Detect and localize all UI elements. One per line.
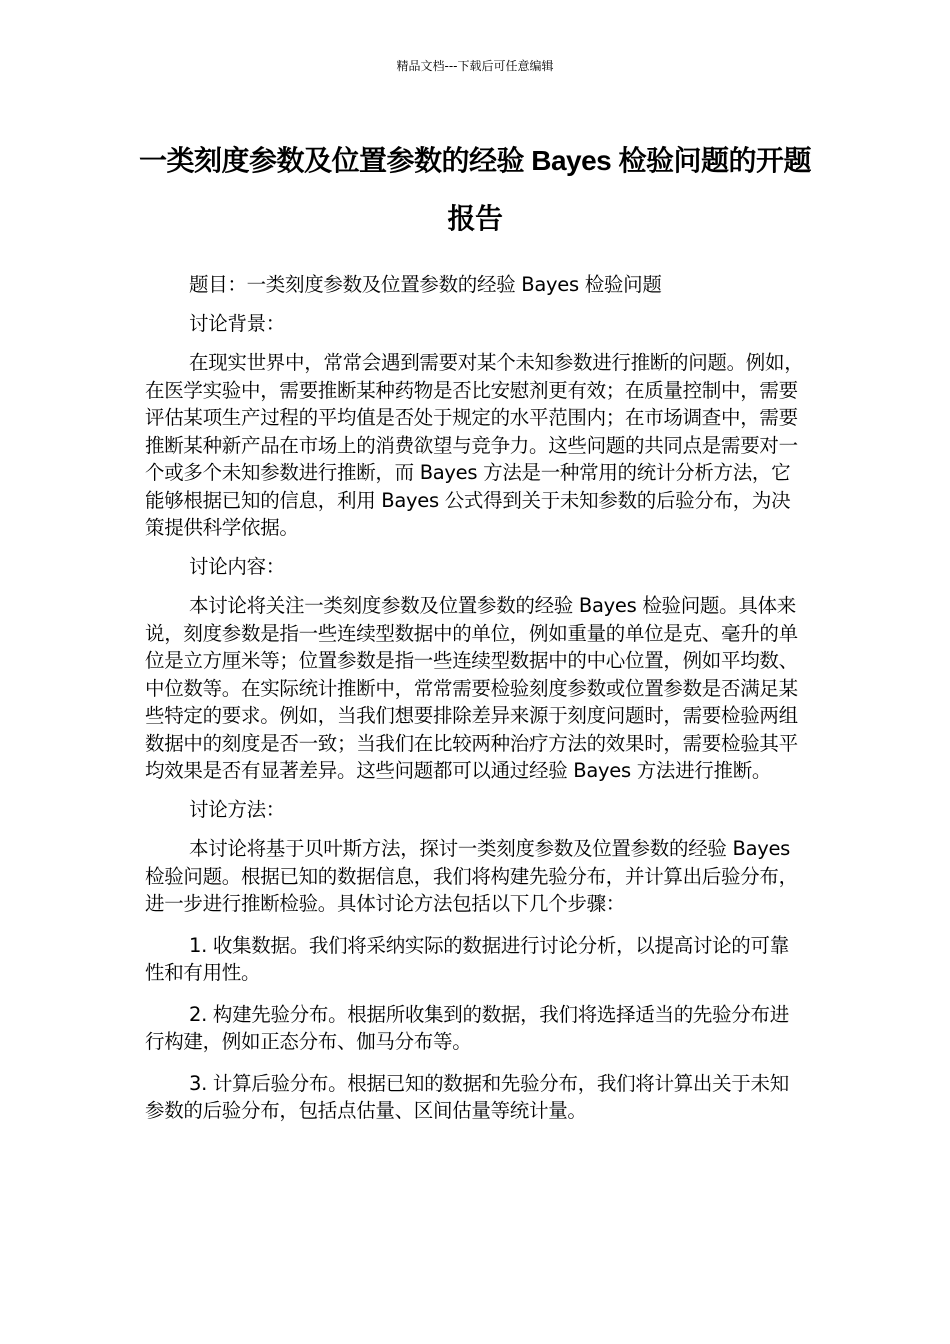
document-title: 一类刻度参数及位置参数的经验 Bayes 检验问题的开题报告	[138, 145, 812, 234]
method-paragraph: 本讨论将基于贝叶斯方法，探讨一类刻度参数及位置参数的经验 Bayes 检验问题。根据已知的数据信息，我们将构建先验分布，并计算出后验分布，进一步进行推断检验。具体讨论方法包括以下几个步骤：	[145, 837, 798, 915]
subject-line: 题目：一类刻度参数及位置参数的经验 Bayes 检验问题	[189, 273, 662, 296]
step-item: 2. 构建先验分布。根据所收集到的数据，我们将选择适当的先验分布进行构建，例如正态分布、伽马分布等。	[145, 1002, 789, 1053]
method-heading: 讨论方法：	[189, 797, 286, 821]
content-paragraph: 本讨论将关注一类刻度参数及位置参数的经验 Bayes 检验问题。具体来说，刻度参数是指一些连续型数据中的单位，例如重量的单位是克、毫升的单位是立方厘米等；位置参数是指一些连续型数据中的中心位置，例如平均数、中位数等。在实际统计推断中，常常需要检验刻度参数或位置参数是否满足某些特定的要求。例如，当我们想要排除差异来源于刻度问题时，需要检验两组数据中的刻度是否一致；当我们在比较两种治疗方法的效果时，需要检验其平均效果是否有显著差异。这些问题都可以通过经验 Bayes 方法进行推断。	[145, 594, 798, 782]
background-heading: 讨论背景：	[189, 311, 286, 335]
document-body	[145, 271, 805, 1139]
background-paragraph: 在现实世界中，常常会遇到需要对某个未知参数进行推断的问题。例如，在医学实验中，需要推断某种药物是否比安慰剂更有效；在质量控制中，需要评估某项生产过程的平均值是否处于规定的水平范围内；在市场调查中，需要推断某种新产品在市场上的消费欲望与竞争力。这些问题的共同点是需要对一个或多个未知参数进行推断，而 Bayes 方法是一种常用的统计分析方法，它能够根据已知的信息，利用 Bayes 公式得到关于未知参数的后验分布，为决策提供科学依据。	[145, 351, 804, 539]
header-watermark: 精品文档---下载后可任意编辑	[396, 59, 554, 73]
content-heading: 讨论内容：	[189, 554, 286, 578]
step-item: 1. 收集数据。我们将采纳实际的数据进行讨论分析，以提高讨论的可靠性和有用性。	[145, 933, 789, 984]
step-item: 3. 计算后验分布。根据已知的数据和先验分布，我们将计算出关于未知参数的后验分布，包括点估量、区间估量等统计量。	[145, 1071, 789, 1122]
